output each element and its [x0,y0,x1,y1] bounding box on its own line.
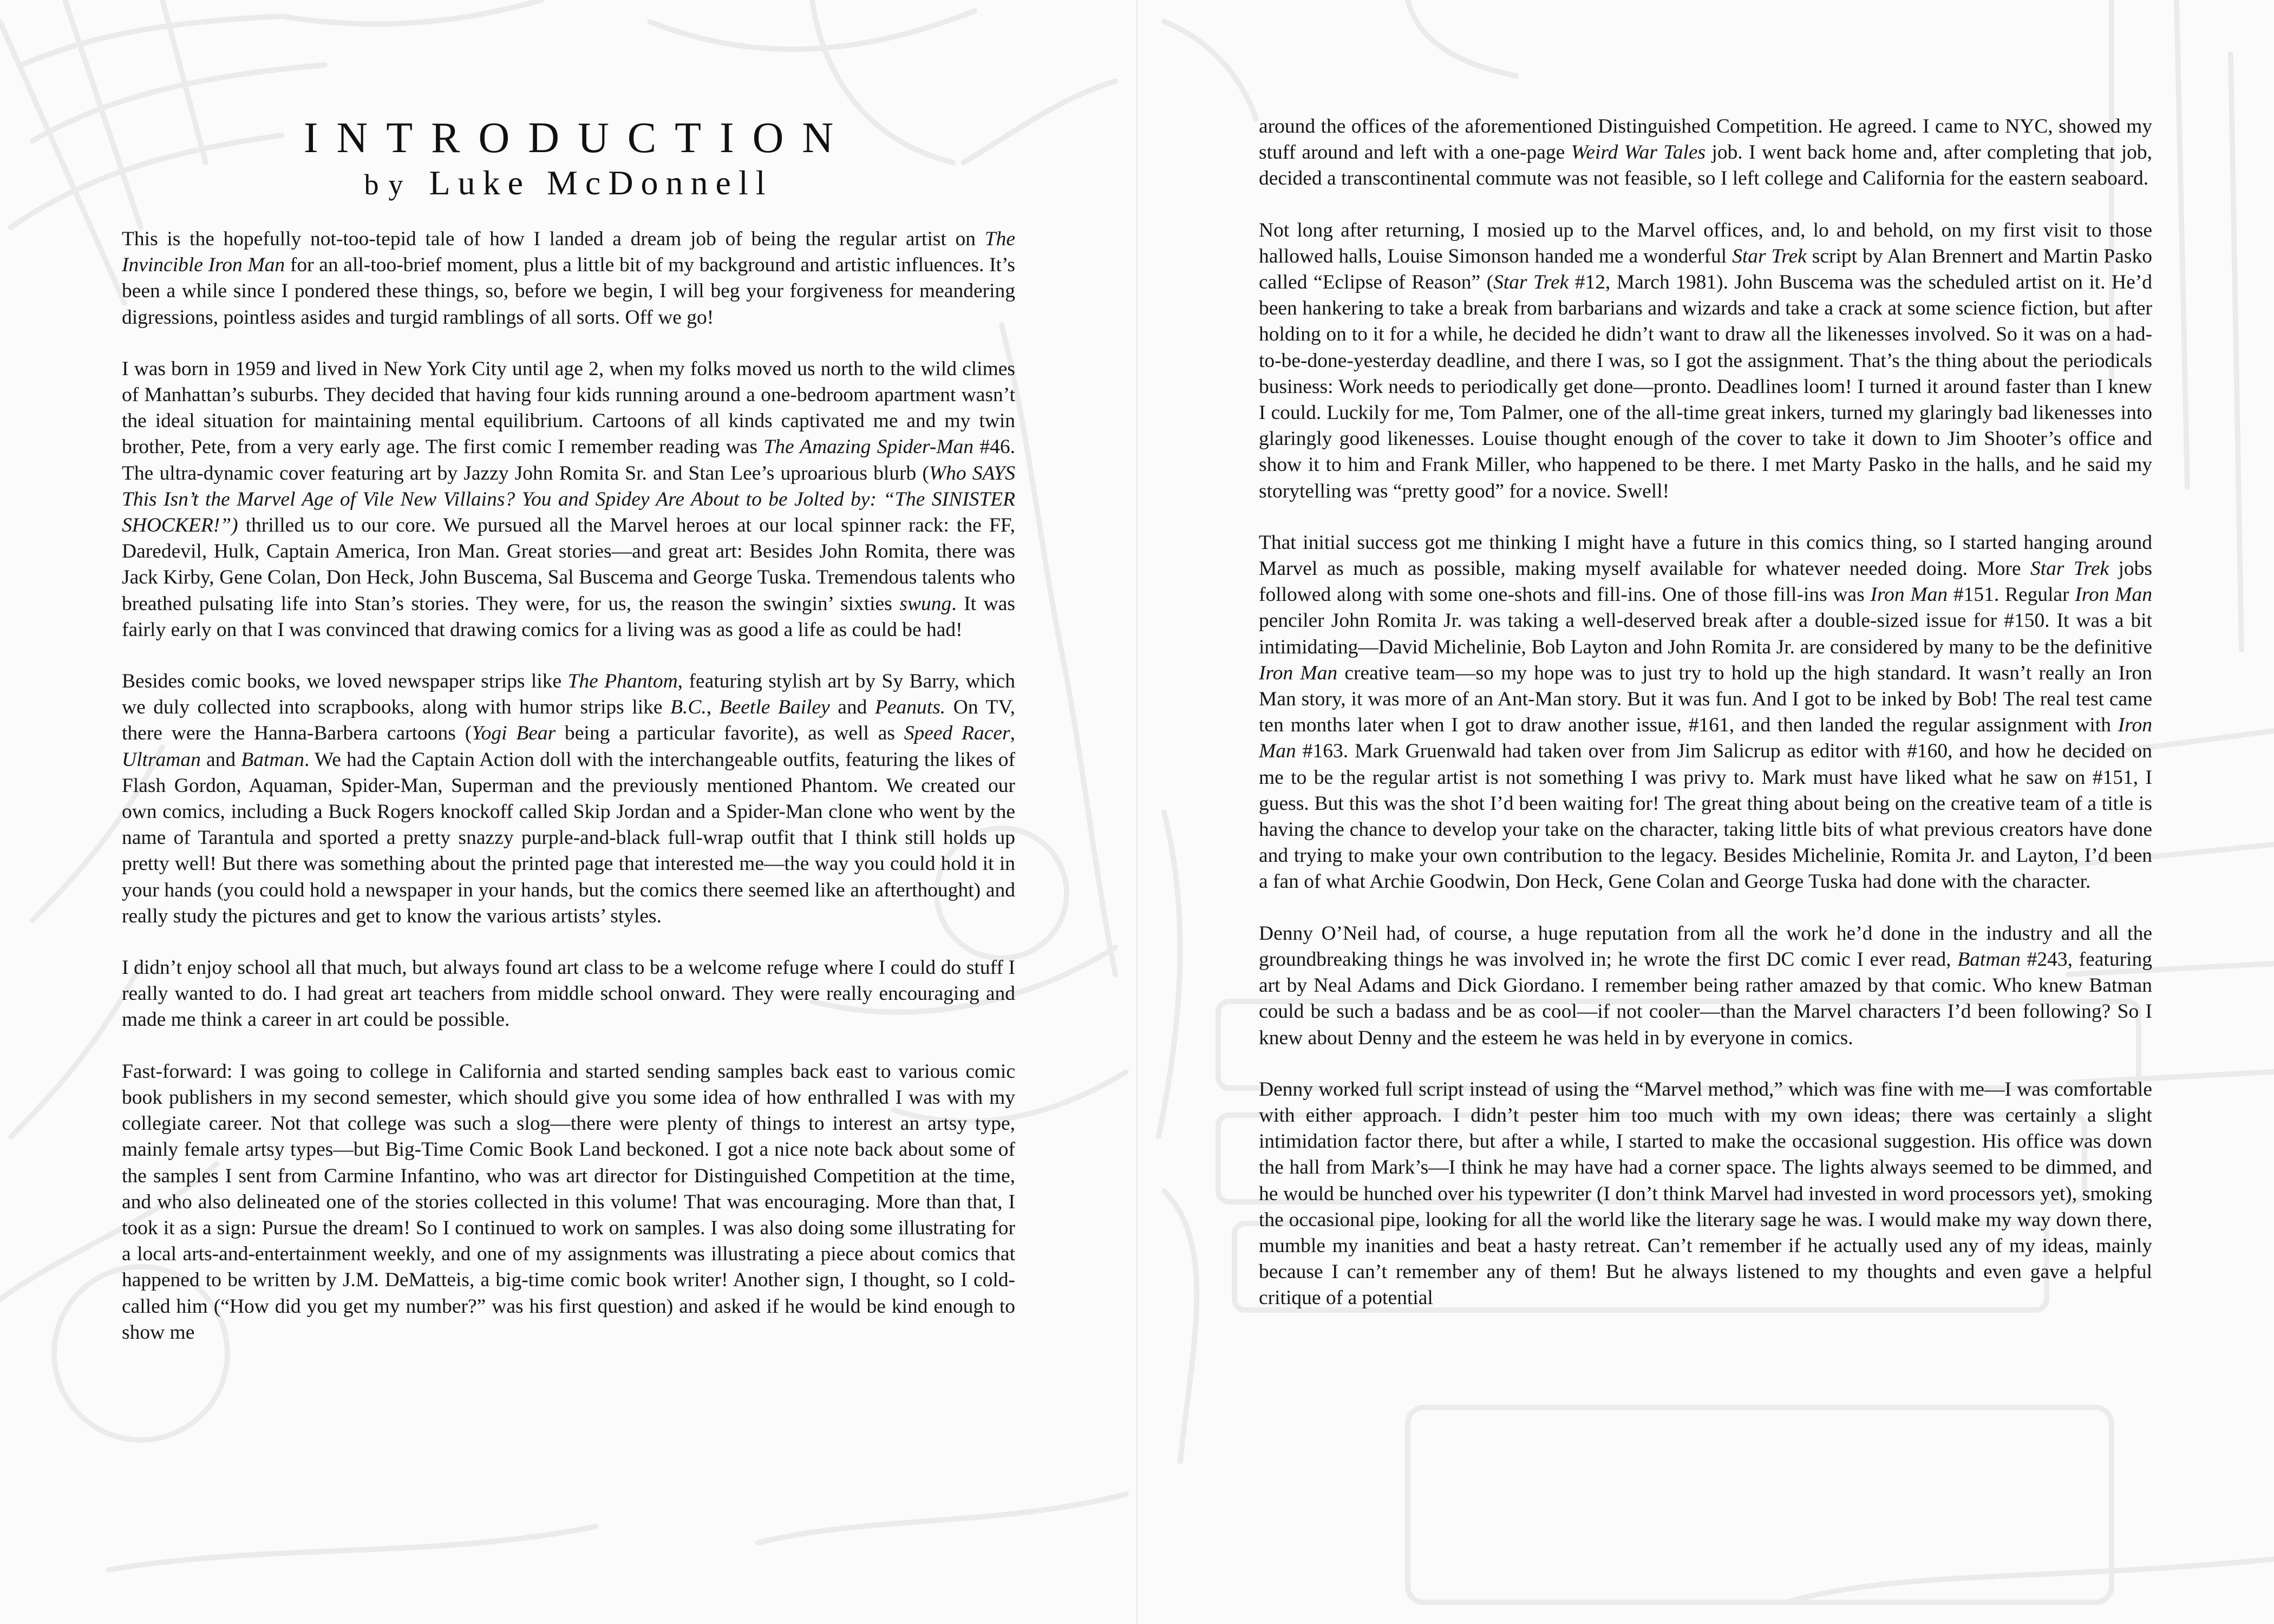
italic-text: swung [899,592,952,615]
italic-text: Weird War Tales [1571,141,1706,164]
italic-text: Batman [1957,948,2021,971]
italic-text: Ultraman [122,748,201,771]
right-body-text [1259,114,2152,1312]
author-byline [122,163,1015,203]
italic-text: The Phantom [567,670,678,693]
byline-by: by [364,168,413,201]
italic-text: Iron Man [1259,714,2152,763]
title-block [122,114,1015,203]
right-page [1259,0,2152,1624]
italic-text: Batman [241,748,304,771]
paragraph: Not long after returning, I mosied up to the Marvel offices, and, lo and behold, on my first visit to those hallowed halls, Louise Simonson handed me a wonderful Star Trek script by Alan Brennert and Martin Pasko called “Eclipse of Reason” (Star Trek #12, March 1981). John Buscema was the scheduled artist on it. He’d been hankering to take a break from barbarians and wizards and take a crack at some science fiction, but after holding on to it for a while, he decided he didn’t want to draw all the likenesses involved. So it was on a had-to-be-done-yesterday deadline, and there I was, so I got the assignment. That’s the thing about the periodicals business: Work needs to periodically get done—pronto. Deadlines loom! I turned it around faster than I knew I could. Luckily for me, Tom Palmer, one of the all-time great inkers, turned my glaringly bad likenesses into glaringly good likenesses. Louise thought enough of the cover to take it down to Jim Shooter’s office and show it to him and Frank Miller, who happened to be there. I met Marty Pasko in the halls, and he said my storytelling was “pretty good” for a novice. Swell! [1259,219,2152,502]
paragraph: I didn’t enjoy school all that much, but always found art class to be a welcome refuge where I could do stuff I really wanted to do. I had great art teachers from middle school onward. They were really encouraging and made me think a career in art could be possible. [122,957,1015,1031]
page-title: INTRODUCTION [303,114,852,162]
author-first-name: Luke [429,163,531,202]
italic-text: Beetle Bailey [719,696,830,719]
left-body-text [122,226,1015,1346]
italic-text: The Amazing Spider-Man [763,436,974,459]
paragraph: Denny O’Neil had, of course, a huge reputation from all the work he’d done in the industry and all the groundbreaking things he was involved in; he wrote the first DC comic I ever read, Batman #243, featuring art by Neal Adams and Dick Giordano. I remember being rather amazed by that comic. Who knew Batman could be such a badass and be as cool—if not cooler—than the Marvel characters I’d been following? So I knew about Denny and the esteem he was held in by everyone in comics. [1259,922,2152,1049]
paragraph: This is the hopefully not-too-tepid tale of how I landed a dream job of being the regular artist on The Invincible Iron Man for an all-too-brief moment, plus a little bit of my background and artistic influences. It’s been a while since I pondered these things, so, before we begin, I will beg your forgiveness for meandering digressions, pointless asides and turgid ramblings of all sorts. Off we go! [122,228,1015,329]
italic-text: Iron Man [1870,584,1948,606]
author-last-name: McDonnell [547,163,773,202]
italic-text: Iron Man [2075,584,2153,606]
italic-text: Star Trek [1493,271,1569,294]
book-spine-shadow [1136,0,1138,1624]
italic-text: Iron Man [1259,662,1338,684]
italic-text: Star Trek [1732,245,1807,267]
italic-text: Star Trek [2030,558,2109,580]
italic-text: Peanuts. [874,696,946,719]
italic-text: B.C. [670,696,707,719]
paragraph: Denny worked full script instead of using the “Marvel method,” which was fine with me—I was comfortable with either approach. I didn’t pester him too much with my own ideas; there was certainly a slight intimidation factor there, but after a while, I started to make the occasional suggestion. His office was down the hall from Mark’s—I think he may have had a corner space. The lights always seemed to be dimmed, and he would be hunched over his typewriter (I don’t think Marvel had invested in word processors yet), smoking the occasional pipe, looking for all the world like the literary sage he was. I would make my way down there, mumble my inanities and beat a hasty retreat. Can’t remember if he actually used any of my ideas, mainly because I can’t remember any of them! But he always listened to my thoughts and even gave a helpful critique of a potential [1259,1078,2152,1309]
paragraph: Fast-forward: I was going to college in California and started sending samples back east to various comic book publishers in my second semester, which should give you some idea of how enthralled I was with my collegiate career. Not that college was such a slog—there were plenty of things to interest an artsy type, mainly female artsy types—but Big-Time Comic Book Land beckoned. I got a nice note back about some of the samples I sent from Carmine Infantino, who was art director for Distinguished Competition at the time, and who also delineated one of the stories collected in this volume! That was encouraging. More than that, I took it as a sign: Pursue the dream! So I continued to work on samples. I was also doing some illustrating for a local arts-and-entertainment weekly, and one of my assignments was illustrating a piece about comics that happened to be written by J.M. DeMatteis, a big-time comic book writer! Another sign, I thought, so I cold-called him (“How did you get my number?” was his first question) and asked if he would be kind enough to show me [122,1060,1015,1344]
paragraph: I was born in 1959 and lived in New York City until age 2, when my folks moved us north to the wild climes of Manhattan’s suburbs. They decided that having four kids running around a one-bedroom apartment wasn’t the ideal situation for maintaining mental equilibrium. Cartoons of all kinds captivated me and my twin brother, Pete, from a very early age. The first comic I remember reading was The Amazing Spider-Man #46. The ultra-dynamic cover featuring art by Jazzy John Romita Sr. and Stan Lee’s uproarious blurb (Who SAYS This Isn’t the Marvel Age of Vile New Villains? You and Spidey Are About to be Jolted by: “The SINISTER SHOCKER!”) thrilled us to our core. We pursued all the Marvel heroes at our local spinner rack: the FF, Daredevil, Hulk, Captain America, Iron Man. Great stories—and great art: Besides John Romita, there was Jack Kirby, Gene Colan, Don Heck, John Buscema, Sal Buscema and George Tuska. Tremendous talents who breathed pulsating life into Stan’s stories. They were, for us, the reason the swingin’ sixties swung. It was fairly early on that I was convinced that drawing comics for a living was as good a life as could be had! [122,357,1015,641]
paragraph: That initial success got me thinking I might have a future in this comics thing, so I started hanging around Marvel as much as possible, making myself available for whatever needed doing. More Star Trek jobs followed along with some one-shots and fill-ins. One of those fill-ins was Iron Man #151. Regular Iron Man penciler John Romita Jr. was taking a well-deserved break after a double-sized issue for #150. It was a bit intimidating—David Michelinie, Bob Layton and John Romita Jr. are considered by many to be the definitive Iron Man creative team—so my hope was to just try to hold up the high standard. It wasn’t really an Iron Man story, it was more of an Ant-Man story. But it was fun. And I got to be inked by Bob! The real test came ten months later when I got to draw another issue, #161, and then landed the regular assignment with Iron Man #163. Mark Gruenwald had taken over from Jim Salicrup as editor with #160, and how he decided on me to be the regular artist is not something I was privy to. Mark must have liked what he saw on #151, I guess. But this was the shot I’d been waiting for! The great thing about being on the creative team of a title is having the chance to develop your take on the character, taking little bits of what previous creators have done and trying to make your own contribution to the legacy. Besides Michelinie, Romita Jr. and Layton, I’d been a fan of what Archie Goodwin, Don Heck, Gene Colan and George Tuska had done with the character. [1259,531,2153,893]
italic-text: Yogi Bear [472,722,556,745]
left-page [122,0,1015,1624]
italic-text: Who SAYS This Isn’t the Marvel Age of Vile New Villains? You and Spidey Are About to be Jolted by: “The SINISTER SHOCKER!”) [122,462,1015,537]
paragraph: around the offices of the aforementioned Distinguished Competition. He agreed. I came to NYC, showed my stuff around and left with a one-page Weird War Tales job. I went back home and, after completing that job, decided a transcontinental commute was not feasible, so I left college and California for the eastern seaboard. [1259,115,2153,190]
paragraph: Besides comic books, we loved newspaper strips like The Phantom, featuring stylish art by Sy Barry, which we duly collected into scrapbooks, along with humor strips like B.C., Beetle Bailey and Peanuts. On TV, there were the Hanna-Barbera cartoons (Yogi Bear being a particular favorite), as well as Speed Racer, Ultraman and Batman. We had the Captain Action doll with the interchangeable outfits, featuring the likes of Flash Gordon, Aquaman, Spider-Man, Superman and the previously mentioned Phantom. We created our own comics, including a Buck Rogers knockoff called Skip Jordan and a Spider-Man clone who went by the name of Tarantula and sported a pretty snazzy purple-and-black full-wrap outfit that I think still holds up pretty well! But there was something about the printed page that interested me—the way you could hold it in your hands (you could hold a newspaper in your hands, but the comics there seemed like an afterthought) and really study the pictures and get to know the various artists’ styles. [122,670,1016,927]
italic-text: Speed Racer [904,722,1010,745]
italic-text: The Invincible Iron Man [122,228,1015,277]
